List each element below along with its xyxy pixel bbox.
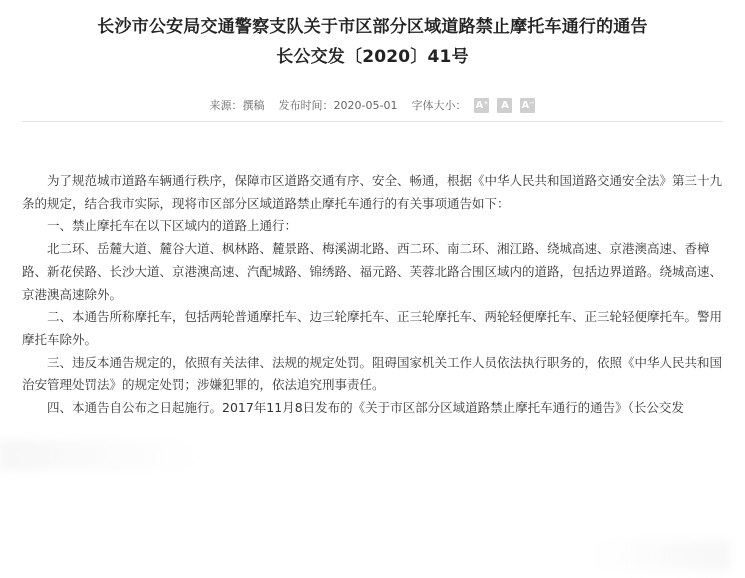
article-body: [22, 170, 722, 420]
font-normal-button[interactable]: A: [497, 98, 512, 113]
paragraph-item-1: 一、禁止摩托车在以下区域内的道路上通行：: [47, 218, 298, 234]
blur-overlay-left: [0, 440, 200, 470]
paragraph-item-2: 二、本通告所称摩托车，包括两轮普通摩托车、边三轮摩托车、正三轮摩托车、两轮轻便摩托车、正三轮轻便摩托车。警用摩托车除外。: [22, 309, 723, 347]
font-increase-button[interactable]: A⁺: [475, 99, 489, 111]
font-size-label: 字体大小：: [411, 99, 467, 112]
article-meta: [0, 97, 745, 113]
source-label: 来源：撰稿: [209, 99, 265, 112]
divider: [22, 121, 723, 122]
blur-overlay-right: [590, 540, 730, 570]
paragraph-roads: 北二环、岳麓大道、麓谷大道、枫林路、麓景路、梅溪湖北路、西二环、南二环、湘江路、绕城高速、京港澳高速、香樟路、新花侯路、长沙大道、京港澳高速、汽配城路、锦绣路、福元路、芙蓉北路合围区域内的道路，包括边界道路。绕城高速、京港澳高速除外。: [22, 241, 723, 302]
article-header: [0, 12, 745, 72]
article-title: 长沙市公安局交通警察支队关于市区部分区域道路禁止摩托车通行的通告: [97, 17, 648, 37]
paragraph-item-4: 四、本通告自公布之日起施行。2017年11月8日发布的《关于市区部分区域道路禁止摩托车通行的通告》（长公交发: [47, 400, 684, 416]
publish-date: 发布时间：2020-05-01: [278, 99, 398, 112]
paragraph-item-3: 三、违反本通告规定的，依照有关法律、法规的规定处罚。阻碍国家机关工作人员依法执行职务的，依照《中华人民共和国治安管理处罚法》的规定处罚；涉嫌犯罪的，依法追究刑事责任。: [22, 354, 723, 393]
paragraph-intro: 为了规范城市道路车辆通行秩序，保障市区道路交通有序、安全、畅通，根据《中华人民共和国道路交通安全法》第三十九条的规定，结合我市实际，现将市区部分区域道路禁止摩托车通行的有关事项通告如下：: [22, 173, 723, 211]
document-number: 长公交发〔2020〕41号: [276, 47, 469, 67]
font-decrease-button[interactable]: A⁻: [521, 99, 535, 111]
